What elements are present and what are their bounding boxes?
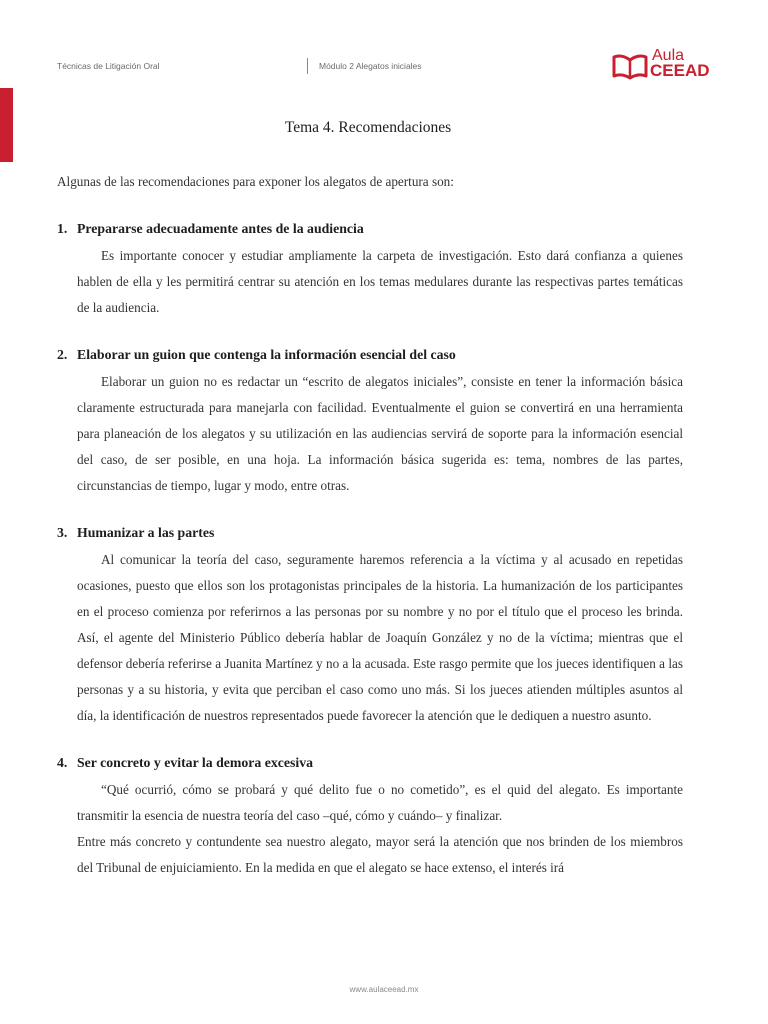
section-heading (57, 523, 683, 543)
aula-ceead-logo (612, 49, 722, 81)
module-name: Módulo 2 Alegatos iniciales (319, 61, 422, 71)
document-body (57, 172, 683, 905)
section-paragraph: Al comunicar la teoría del caso, seguramente haremos referencia a la víctima y al acusado en repetidas ocasiones, puesto que ellos son los protagonistas principales de la historia. La humanización de los participantes en el proceso comienza por referirnos a las personas por su nombre y no por el título que el proceso les brinda. Así, el agente del Ministerio Público debería hablar de Joaquín González y no de la víctima; mientras que el defensor debería referirse a Juanita Martínez y no a la acusada. Este rasgo permite que los jueces identifiquen a las personas y a su historia, y evita que perciban el caso como uno más. Si los jueces atienden múltiples asuntos al día, la identificación de nuestros representados puede favorecer la atención que le dediquen a nuestro asunto. (77, 552, 683, 723)
header-divider (307, 58, 308, 74)
section-heading (57, 345, 683, 365)
section-number: 2. (57, 347, 68, 362)
section-number: 4. (57, 755, 68, 770)
section-title: Humanizar a las partes (77, 525, 215, 540)
section-2 (57, 345, 683, 499)
open-book-icon (612, 53, 648, 80)
section-number: 3. (57, 525, 68, 540)
page-title: Tema 4. Recomendaciones (284, 119, 452, 136)
section-heading (57, 753, 683, 773)
section-paragraph: Es importante conocer y estudiar ampliamente la carpeta de investigación. Esto dará confianza a quienes hablen de ella y les permitirá centrar su atención en los temas medulares durante las respectivas partes temáticas de la audiencia. (77, 248, 683, 315)
logo-text-aula: Aula (652, 47, 685, 64)
section-heading (57, 219, 683, 239)
section-paragraph: “Qué ocurrió, cómo se probará y qué delito fue o no cometido”, es el quid del alegato. Es importante transmitir la esencia de nuestra teoría del caso –qué, cómo y cuándo– y finalizar. (77, 782, 683, 823)
footer-url: www.aulaceead.mx (349, 985, 419, 994)
section-paragraph: Elaborar un guion no es redactar un “escrito de alegatos iniciales”, consiste en tener la información básica claramente estructurada para manejarla con facilidad. Eventualmente el guion se convertirá en una herramienta para planeación de los alegatos y su utilización en las audiencias servirá de soporte para la información esencial del caso, de ser posible, en una hoja. La información básica sugerida es: tema, nombres de las partes, circunstancias de tiempo, lugar y modo, entre otras. (77, 374, 683, 493)
course-name: Técnicas de Litigación Oral (57, 61, 160, 71)
logo-text-ceead: CEEAD (650, 61, 710, 80)
section-1 (57, 219, 683, 321)
section-paragraph: Entre más concreto y contundente sea nuestro alegato, mayor será la atención que nos brinden de los miembros del Tribunal de enjuiciamiento. En la medida en que el alegato se hace extenso, el interés irá (77, 834, 683, 875)
page-header (0, 47, 768, 88)
section-title: Prepararse adecuadamente antes de la audiencia (77, 221, 364, 236)
section-4 (57, 753, 683, 881)
section-number: 1. (57, 221, 68, 236)
section-title: Ser concreto y evitar la demora excesiva (77, 755, 314, 770)
intro-paragraph: Algunas de las recomendaciones para exponer los alegatos de apertura son: (57, 174, 454, 189)
section-3 (57, 523, 683, 729)
section-title: Elaborar un guion que contenga la información esencial del caso (77, 347, 456, 362)
